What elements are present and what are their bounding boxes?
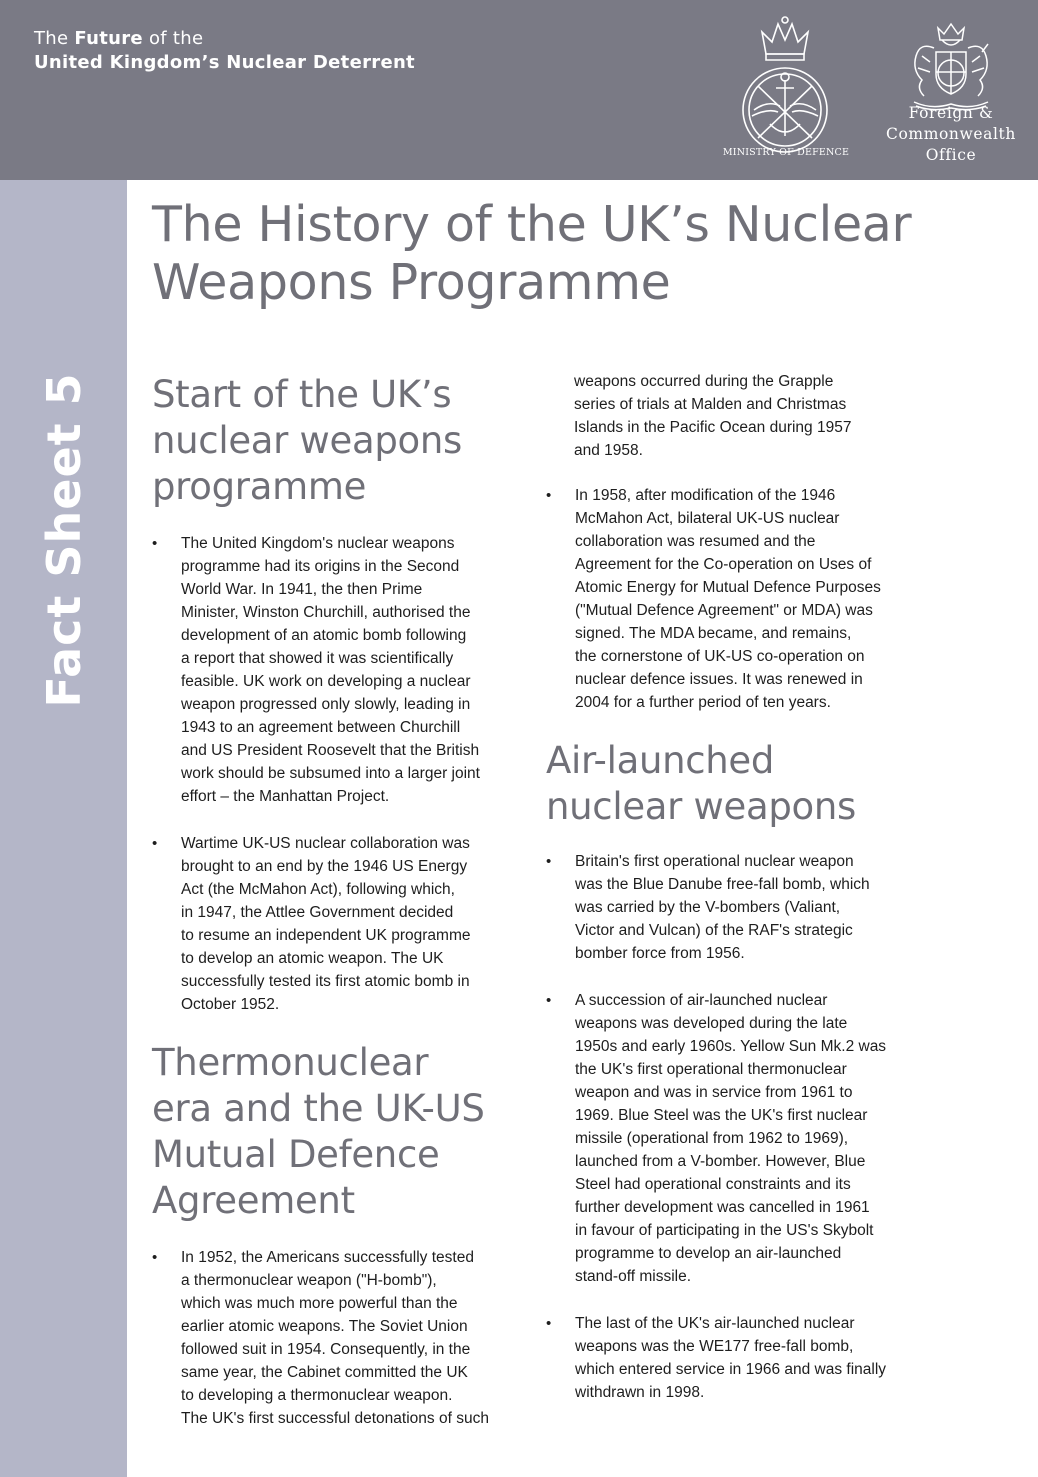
right-column (546, 370, 926, 1404)
header-banner (0, 0, 1038, 180)
section-heading-air-launched: Air-launched nuclear weapons (546, 739, 856, 828)
list-item: • Britain's first operational nuclear weapon was the Blue Danube free-fall bomb, which was carried by the V-bombers (Valiant, Victor and Vulcan) of the RAF's strategic bomber force from 1956. (546, 850, 926, 965)
section-heading-start: Start of the UK’s nuclear weapons programme (152, 373, 462, 508)
fact-sheet-label: Fact Sheet 5 (37, 372, 91, 708)
ministry-of-defence-label: MINISTRY OF DEFENCE (722, 147, 850, 158)
page-title-line: Weapons Programme (152, 254, 671, 311)
ministry-of-defence-crest-icon (718, 14, 852, 164)
bullet-icon: • (152, 535, 158, 552)
list-item: • The last of the UK's air-launched nuclear weapons was the WE177 free-fall bomb, which entered service in 1966 and was finally withdrawn in 1998. (546, 1312, 926, 1404)
section-heading-thermonuclear: Thermonuclear era and the UK-US Mutual Defence Agreement (152, 1041, 485, 1222)
air-launched-bullet-list (546, 850, 926, 1404)
bullet-icon: • (546, 487, 552, 504)
mda-bullet-list (546, 484, 926, 714)
fco-label (876, 103, 1026, 166)
left-column (152, 372, 532, 1430)
series-title-line2: United Kingdom’s Nuclear Deterrent (34, 52, 415, 73)
bullet-icon: • (152, 835, 158, 852)
sidebar-band (0, 180, 127, 1477)
list-item: • In 1952, the Americans successfully tested a thermonuclear weapon ("H-bomb"), which was much more powerful than the earlier atomic weapons. The Soviet Union followed suit in 1954. Consequently, in the same year, the Cabinet committed the UK to developing a thermonuclear weapon. The UK's first successful detonations of such (152, 1246, 532, 1430)
list-item: • Wartime UK-US nuclear collaboration was brought to an end by the 1946 US Energy Act (the McMahon Act), following which, in 1947, the Attlee Government decided to resume an independent UK programme to develop an atomic weapon. The UK successfully tested its first atomic bomb in October 1952. (152, 832, 532, 1016)
thermonuclear-continuation: weapons occurred during the Grapple series of trials at Malden and Christmas Islands in the Pacific Ocean during 1957 and 1958. (574, 373, 852, 459)
list-item: • In 1958, after modification of the 1946 McMahon Act, bilateral UK-US nuclear collaboration was resumed and the Agreement for the Co-operation on Uses of Atomic Energy for Mutual Defence Purposes ("Mutual Defence Agreement" or MDA) was signed. The MDA became, and remains, the cornerstone of UK-US co-operation on nuclear defence issues. It was renewed in 2004 for a further period of ten years. (546, 484, 926, 714)
thermonuclear-bullet-list (152, 1246, 532, 1430)
start-bullet-list (152, 532, 532, 1016)
royal-coat-of-arms-icon (902, 22, 1000, 112)
fco-label-line: Office (925, 146, 977, 164)
page-title-line: The History of the UK’s Nuclear (152, 196, 912, 253)
bullet-icon: • (152, 1249, 158, 1266)
bullet-icon: • (546, 853, 552, 870)
list-item: • The United Kingdom's nuclear weapons programme had its origins in the Second World War. In 1941, the then Prime Minister, Winston Churchill, authorised the development of an atomic bomb following a report that showed it was scientifically feasible. UK work on developing a nuclear weapon progressed only slowly, leading in 1943 to an agreement between Churchill and US President Roosevelt that the British work should be subsumed into a larger joint effort – the Manhattan Project. (152, 532, 532, 808)
fco-label-line: Commonwealth (886, 125, 1016, 143)
fco-label-line: Foreign & (908, 104, 994, 122)
page-title (152, 196, 1012, 312)
bullet-icon: • (546, 992, 552, 1009)
series-title-line1: The Future of the (34, 28, 204, 49)
bullet-icon: • (546, 1315, 552, 1332)
list-item: • A succession of air-launched nuclear weapons was developed during the late 1950s and early 1960s. Yellow Sun Mk.2 was the UK's first operational thermonuclear weapon and was in service from 1961 to 1969. Blue Steel was the UK's first nuclear missile (operational from 1962 to 1969), launched from a V-bomber. However, Blue Steel had operational constraints and its further development was cancelled in 1961 in favour of participating in the US's Skybolt programme to develop an air-launched stand-off missile. (546, 989, 926, 1288)
